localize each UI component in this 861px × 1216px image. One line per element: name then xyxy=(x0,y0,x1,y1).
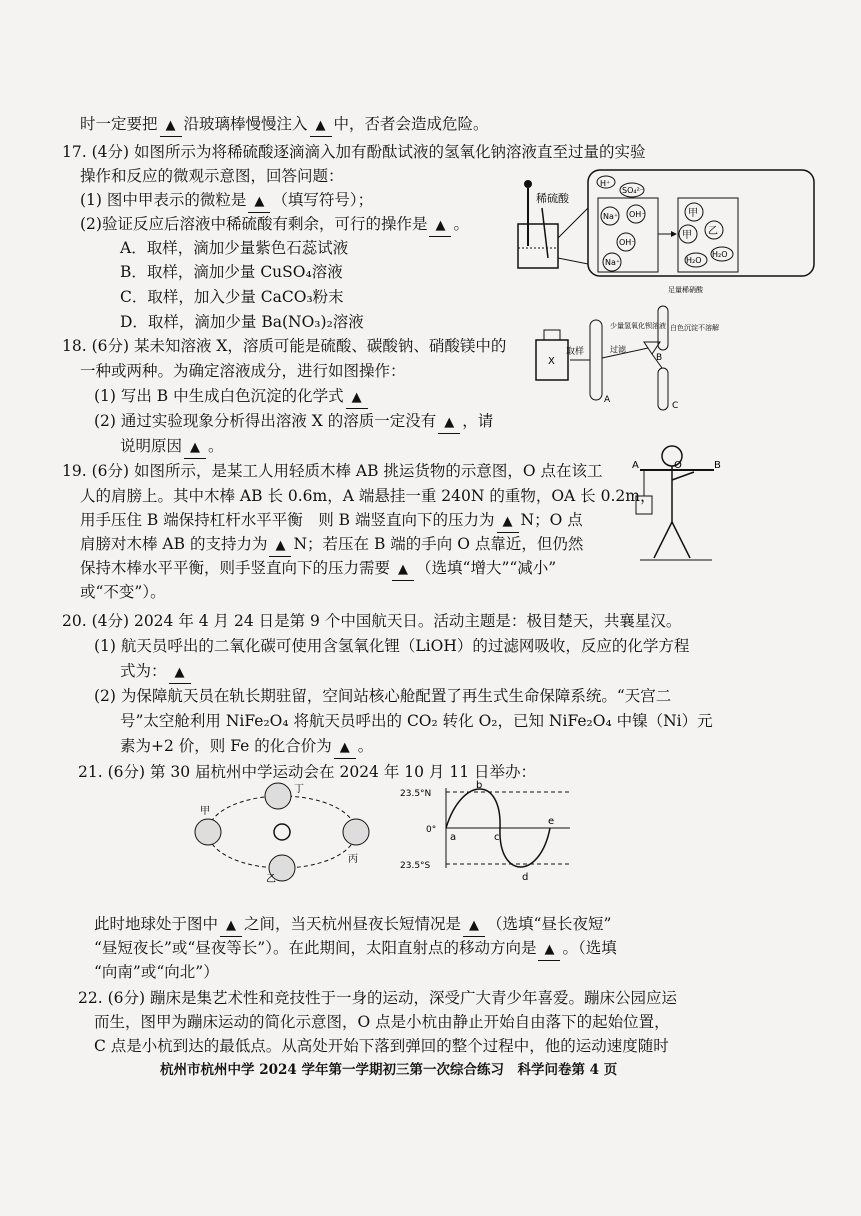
text-span: (2) 通过实验现象分析得出溶液 X 的溶质一定没有 xyxy=(94,412,437,430)
text-span: 。 xyxy=(357,737,374,755)
text-span: N；若压在 B 端的手向 O 点靠近，但仍然 xyxy=(293,535,584,553)
text-span: “昼短夜长”或“昼夜等长”）。在此期间，太阳直射点的移动方向是 xyxy=(94,939,537,957)
q18-sub2 xyxy=(94,411,493,434)
worker-leg-icon xyxy=(654,522,672,558)
text-span: ，请 xyxy=(462,412,494,430)
text-span: 之间，当天杭州昼夜长短情况是 xyxy=(244,915,462,933)
position-label: 丙 xyxy=(348,854,358,865)
q19-line: 人的肩膀上。其中木棒 AB 长 0.6m，A 端悬挂一重 240N 的重物，OA 长 0.2m， xyxy=(80,487,656,505)
latitude-label: 0° xyxy=(426,825,437,835)
q18-sub3 xyxy=(120,436,224,459)
q21-line xyxy=(94,938,617,961)
q21-line: “向南”或“向北”） xyxy=(94,963,219,981)
text-span: 中，否者会造成危险。 xyxy=(333,115,489,133)
answer-blank: ▲ xyxy=(310,116,332,137)
option-c: C．取样，加入少量 CaCO₃粉末 xyxy=(120,288,344,306)
text-span: 此时地球处于图中 xyxy=(94,915,219,933)
q20-sub1: (1) 航天员呼出的二氧化碳可使用含氢氧化锂（LiOH）的过滤网吸收，反应的化学方程 xyxy=(94,637,690,655)
point-label: a xyxy=(450,832,457,843)
text-span: (1) 写出 B 中生成白色沉淀的化学式 xyxy=(94,387,344,405)
text-span: 肩膀对木棒 AB 的支持力为 xyxy=(80,535,268,553)
option-a: A．取样，滴加少量紫色石蕊试液 xyxy=(120,239,349,257)
ion-label: OH⁻ xyxy=(619,238,636,247)
q17-line: 操作和反应的微观示意图，回答问题： xyxy=(80,167,344,185)
text-span: 时一定要把 xyxy=(80,115,158,133)
solar-latitude-diagram xyxy=(400,778,572,886)
text-span: (1) 图中甲表示的微粒是 xyxy=(80,191,247,209)
q20-heading: 20. (4分) 2024 年 4 月 24 日是第 9 个中国航天日。活动主题是：极目楚天，共襄星汉。 xyxy=(62,612,682,630)
answer-blank: ▲ xyxy=(538,940,560,961)
q18-line: 一种或两种。为确定溶液成分，进行如图操作： xyxy=(80,362,406,380)
text-span: 式为： xyxy=(120,662,167,680)
q19-diagram xyxy=(632,440,732,570)
answer-blank: ▲ xyxy=(184,438,206,459)
q18-diagram xyxy=(528,280,719,420)
zoom-line xyxy=(558,208,588,238)
reagent-label: 少量氢氧化钡溶液 xyxy=(610,322,666,330)
earth-icon xyxy=(343,819,369,845)
acid-label: 稀硫酸 xyxy=(536,192,569,205)
text-span: 。（选填 xyxy=(562,939,617,957)
text-span: 素为+2 价，则 Fe 的化合价为 xyxy=(120,737,332,755)
q22-line: C 点是小杭到达的最低点。从高处开始下落到弹回的整个过程中，他的运动速度随时 xyxy=(94,1037,669,1055)
answer-blank: ▲ xyxy=(269,536,291,557)
option-d: D．取样，滴加少量 Ba(NO₃)₂溶液 xyxy=(120,313,364,331)
answer-blank: ▲ xyxy=(220,916,242,937)
position-label: 甲 xyxy=(200,806,210,817)
q21-line xyxy=(94,914,611,937)
q20-sub2: (2) 为保障航天员在轨长期驻留，空间站核心舱配置了再生式生命保障系统。“天宫二 xyxy=(94,687,672,705)
tube-label: B xyxy=(656,353,663,363)
ion-label: 乙 xyxy=(708,226,718,237)
solution-x-label: X xyxy=(548,356,555,367)
text-span: (2)验证反应后溶液中稀硫酸有剩余，可行的操作是 xyxy=(80,215,428,233)
q22-line: 而生，图甲为蹦床运动的简化示意图，O 点是小杭由静止开始自由落下的起始位置， xyxy=(94,1013,670,1031)
point-label: b xyxy=(476,780,483,791)
latitude-label: 23.5°S xyxy=(400,861,431,871)
q18-sub1 xyxy=(94,386,370,409)
sample-label: 取样 xyxy=(566,347,585,357)
q17-sub1 xyxy=(80,190,373,213)
test-tube-a-icon xyxy=(590,320,602,400)
bottle-cap-icon xyxy=(544,330,560,340)
answer-blank: ▲ xyxy=(160,116,182,137)
filter-label: 过滤 xyxy=(610,345,626,354)
q19-line xyxy=(80,510,583,533)
q20-sub2-line xyxy=(120,736,373,759)
tube-label: C xyxy=(672,401,679,411)
answer-blank: ▲ xyxy=(429,216,451,237)
point-label: A xyxy=(632,460,639,471)
option-b: B．取样，滴加少量 CuSO₄溶液 xyxy=(120,263,343,281)
latitude-label: 23.5°N xyxy=(400,789,432,799)
sun-icon xyxy=(274,824,290,840)
ion-label: H₂O xyxy=(712,250,728,259)
q17-heading: 17. (4分) 如图所示为将稀硫酸逐滴滴入加有酚酞试液的氢氧化钠溶液直至过量的实验 xyxy=(62,143,646,161)
answer-blank: ▲ xyxy=(438,413,460,434)
ion-label: H⁺ xyxy=(600,179,611,188)
q17-sub2 xyxy=(80,214,469,237)
answer-blank: ▲ xyxy=(392,560,414,581)
text-span: N；O 点 xyxy=(520,511,583,529)
text-span: 用手压住 B 端保持杠杆水平平衡 则 B 端竖直向下的压力为 xyxy=(80,511,495,529)
test-tube-c-icon xyxy=(658,368,668,410)
q20-sub1-formula xyxy=(120,661,193,684)
acid-label: 足量稀硝酸 xyxy=(668,286,703,294)
beaker-icon xyxy=(518,224,558,268)
answer-blank: ▲ xyxy=(248,192,270,213)
point-label: e xyxy=(548,816,555,827)
worker-arm-icon xyxy=(672,472,694,480)
earth-icon xyxy=(265,783,291,809)
position-label: 丁 xyxy=(294,784,304,795)
ion-label: 甲 xyxy=(682,230,692,241)
text-span: 保持木棒水平平衡，则手竖直向下的压力需要 xyxy=(80,559,391,577)
ion-label: 甲 xyxy=(688,208,698,219)
q17-diagram xyxy=(508,168,820,280)
ion-label: Na⁺ xyxy=(603,212,619,221)
text-span: （填写符号）； xyxy=(272,191,374,209)
answer-blank: ▲ xyxy=(463,916,485,937)
answer-blank: ▲ xyxy=(169,663,191,684)
earth-orbit-diagram xyxy=(190,778,380,886)
point-label: d xyxy=(522,872,529,883)
dropper-bulb-icon xyxy=(524,180,532,188)
answer-blank: ▲ xyxy=(346,388,368,409)
text-line xyxy=(80,114,489,137)
q22-heading: 22. (6分) 蹦床是集艺术性和竞技性于一身的运动，深受广大青少年喜爱。蹦床公园应运 xyxy=(78,989,677,1007)
worker-leg-icon xyxy=(672,522,690,558)
point-label: B xyxy=(714,460,721,471)
answer-blank: ▲ xyxy=(334,738,356,759)
q21-heading: 21. (6分) 第 30 届杭州中学运动会在 2024 年 10 月 11 日举办： xyxy=(78,763,536,781)
text-span: 。 xyxy=(208,437,224,455)
text-span: （选填“昼长夜短” xyxy=(487,915,612,933)
glass-rod-icon xyxy=(542,208,548,258)
earth-icon xyxy=(195,819,221,845)
point-label: c xyxy=(494,832,500,843)
text-span: 说明原因 xyxy=(120,437,183,455)
zoom-line xyxy=(558,258,588,264)
position-label: 乙 xyxy=(266,874,276,885)
ion-label: Na⁺ xyxy=(605,258,621,267)
result-label: 白色沉淀不溶解 xyxy=(670,324,719,332)
text-span: （选填“增大”“减小” xyxy=(416,559,557,577)
q18-heading: 18. (6分) 某未知溶液 X，溶质可能是硫酸、碳酸钠、硝酸镁中的 xyxy=(62,337,507,355)
text-span: 。 xyxy=(453,215,469,233)
q19-line xyxy=(80,558,556,581)
ion-label: OH⁻ xyxy=(629,210,646,219)
q20-sub2-line: 号”太空舱利用 NiFe₂O₄ 将航天员呼出的 CO₂ 转化 O₂，已知 NiFe₂O₄ 中镍（Ni）元 xyxy=(120,712,713,730)
answer-blank: ▲ xyxy=(497,512,519,533)
q19-heading: 19. (6分) 如图所示，是某工人用轻质木棒 AB 挑运货物的示意图，O 点在该工 xyxy=(62,462,603,480)
point-label: O xyxy=(674,460,682,471)
text-span: 沿玻璃棒慢慢注入 xyxy=(183,115,308,133)
ion-label: SO₄²⁻ xyxy=(622,186,645,195)
q19-line: 或“不变”）。 xyxy=(80,583,166,601)
ion-label: H₂O xyxy=(686,256,702,265)
page-footer: 杭州市杭州中学 2024 学年第一学期初三第一次综合练习 科学问卷第 4 页 xyxy=(160,1062,618,1078)
q19-line xyxy=(80,534,583,557)
cargo-icon xyxy=(636,496,652,514)
tube-label: A xyxy=(604,395,611,405)
